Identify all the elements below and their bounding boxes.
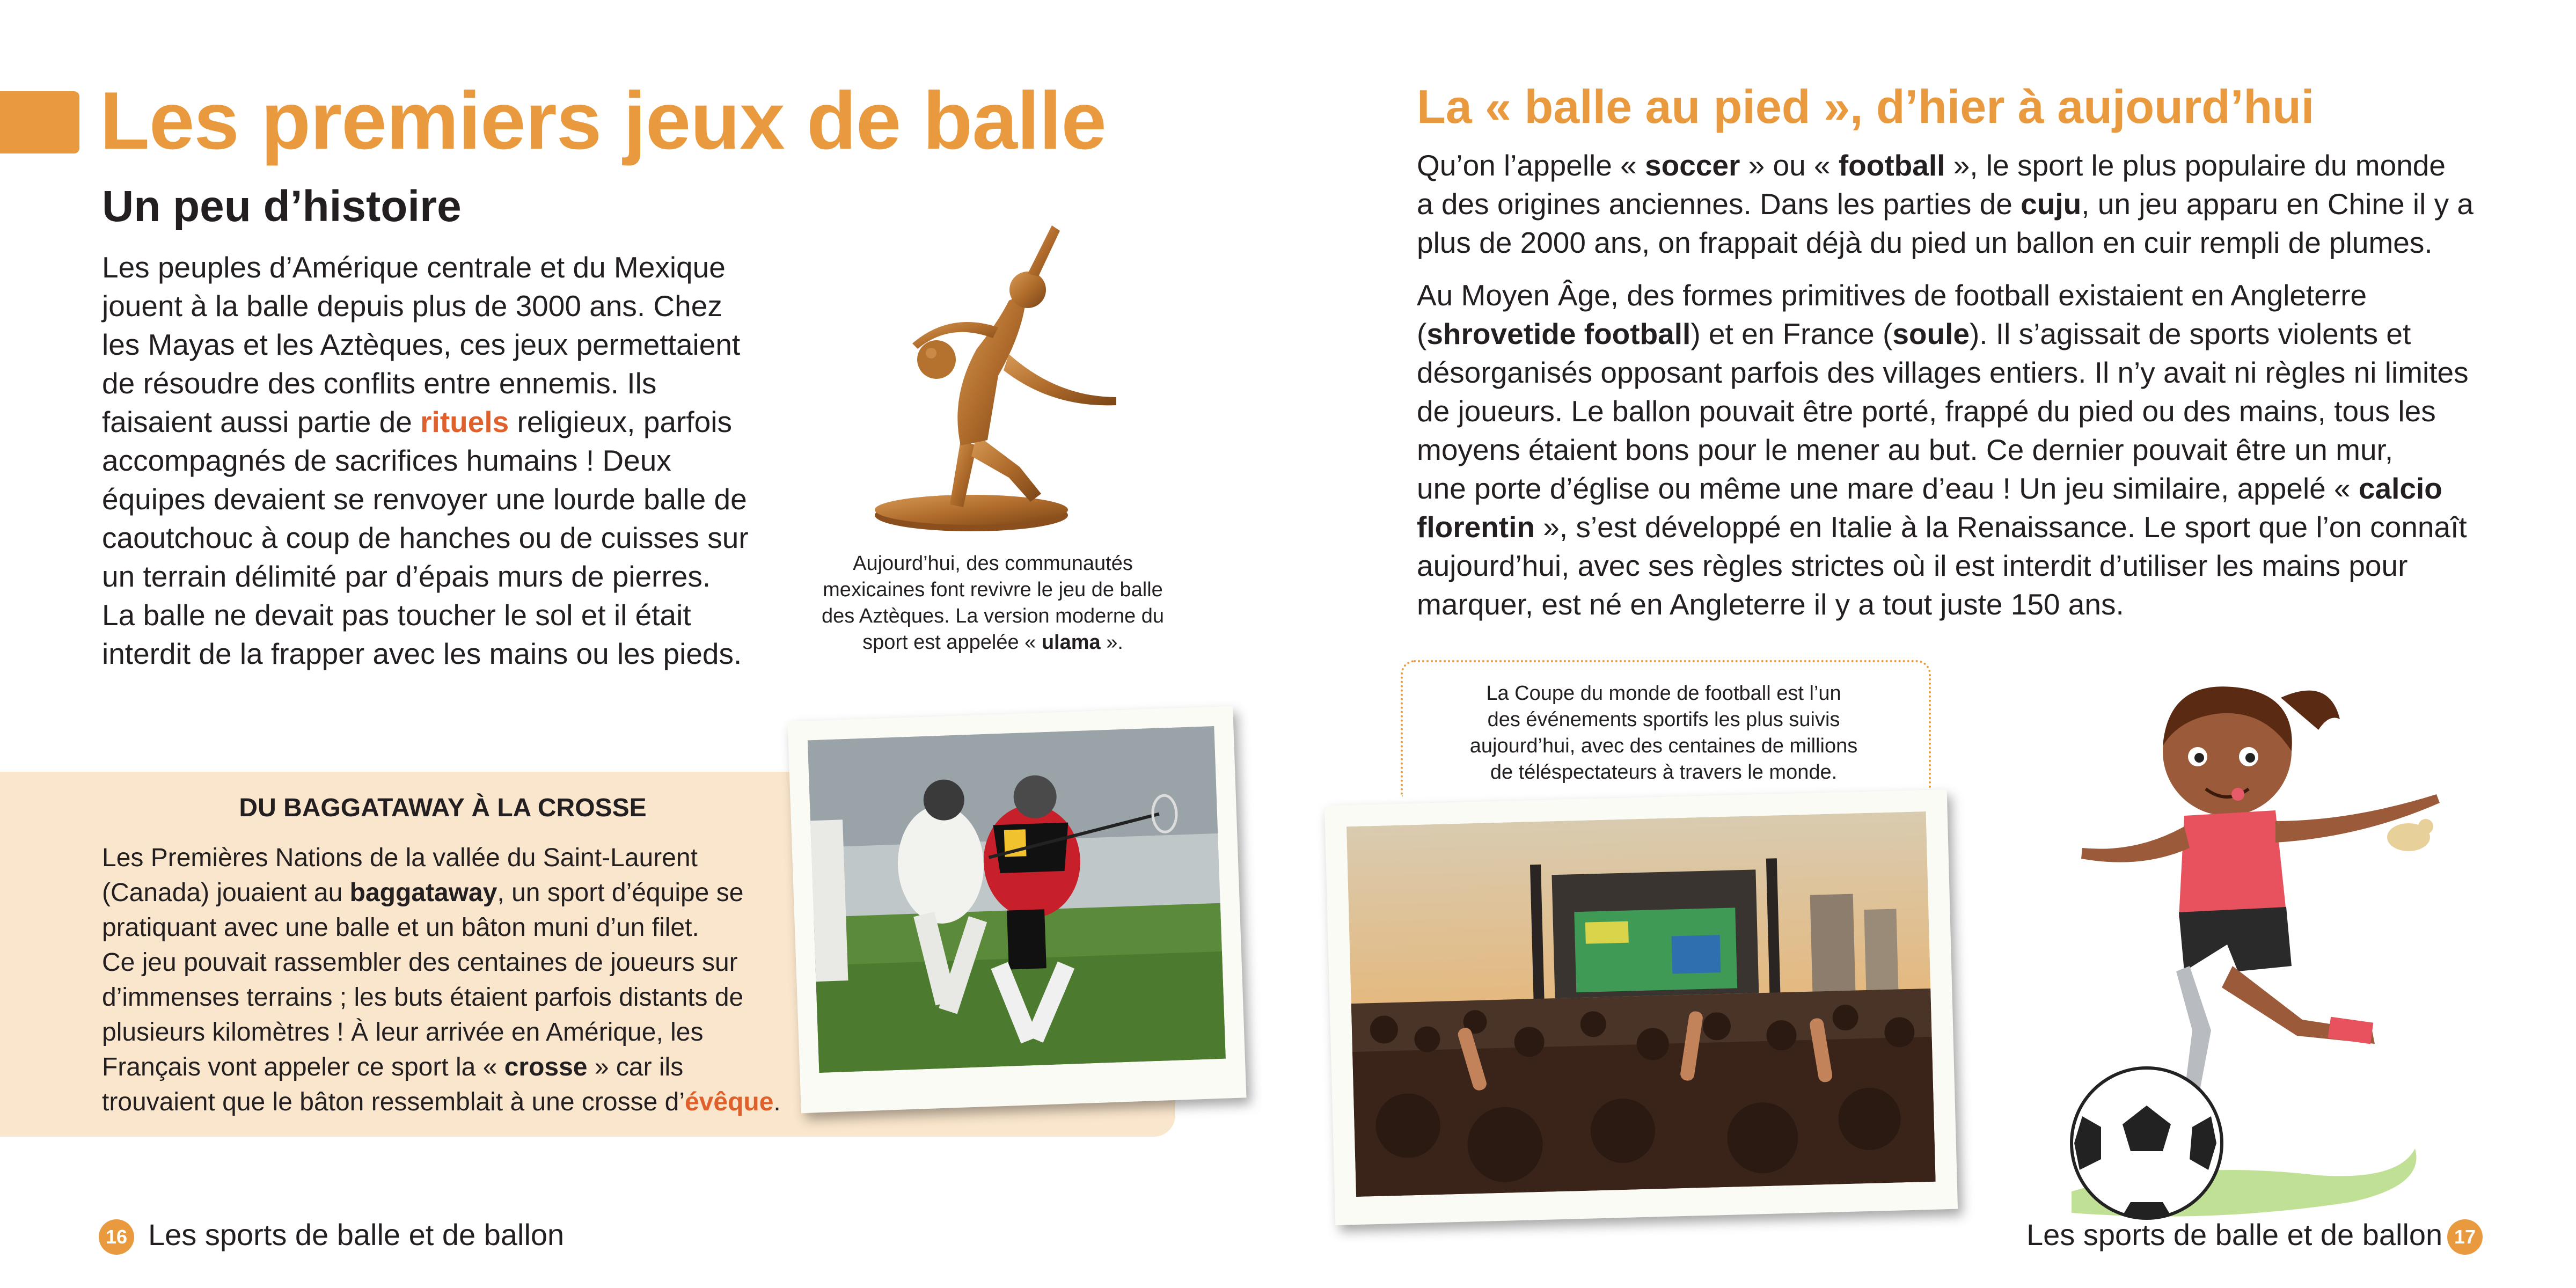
info-box-line: Ce jeu pouvait rassembler des centaines de joueurs sur [102,948,738,977]
page-title: Les premiers jeux de balle [100,75,1106,166]
history-line: La balle ne devait pas toucher le sol et il était [102,598,691,632]
callout-text: La Coupe du monde de football est l’un des événements sportifs les plus suivis aujourd’hui, avec des centaines de millions de téléspectateurs à travers le monde. [1469,682,1858,784]
paragraph-middle-ages: Au Moyen Âge, des formes primitives de football existaient en Angleterre (shrovetide football) et en France (soule). Il s’agissait de sports violents et désorganisés opposant parfois des villages entiers. Il n’y avait ni règles ni limites de joueurs. Le ballon pouvait être porté, frappé du pied ou des mains, tous les moyens étaient bons pour le mener au but. Ce dernier pouvait être un mur, une porte d’église ou même une mare d’eau ! Un jeu similaire, appelé « calcio florentin », s’est développé en Italie à la Renaissance. Le sport que l’on connaît aujourd’hui, avec ses règles strictes où il est interdit d’utiliser les mains pour marquer, est né en Angleterre il y a tout juste 150 ans. [1417,279,2469,621]
history-line: jouent à la balle depuis plus de 3000 ans. Chez [102,289,722,323]
page-number-badge-right: 17 [2447,1219,2483,1255]
history-line: un terrain délimité par d’épais murs de pierres. [102,560,711,593]
info-box-line: plusieurs kilomètres ! À leur arrivée en Amérique, les [102,1018,704,1046]
paragraph-soccer-origins: Qu’on l’appelle « soccer » ou « football », le sport le plus populaire du monde a des origines anciennes. Dans les parties de cuju, un jeu apparu en Chine il y a plus de 2000 ans, on frappait déjà du pied un ballon en cuir rempli de plumes. [1417,149,2473,259]
history-line: équipes devaient se renvoyer une lourde balle de [102,482,747,516]
info-box-line: Les Premières Nations de la vallée du Saint-Laurent [102,844,698,872]
crowd-photo-frame [1324,789,1958,1225]
info-box-line: trouvaient que le bâton ressemblait à une crosse d’évêque. [102,1088,781,1116]
lacrosse-photo-frame [788,706,1247,1114]
info-box-text [102,840,781,1119]
history-line: de résoudre des conflits entre ennemis. Ils [102,367,657,400]
highlighted-term: évêque [684,1088,774,1116]
info-box-title: DU BAGGATAWAY À LA CROSSE [239,794,647,822]
history-line: caoutchouc à coup de hanches ou de cuisses sur [102,521,749,554]
info-box-line: pratiquant avec une balle et un bâton muni d’un filet. [102,913,699,942]
right-body-text [1417,146,2473,638]
info-box-line: d’immenses terrains ; les buts étaient parfois distants de [102,983,744,1012]
section-heading: Un peu d’histoire [102,182,462,231]
info-box-line: Français vont appeler ce sport la « crosse » car ils [102,1053,684,1081]
history-line: Les peuples d’Amérique centrale et du Mexique [102,251,726,284]
history-line: faisaient aussi partie de rituels religieux, parfois [102,405,732,438]
page-number-badge: 16 [99,1219,134,1255]
footer-text: Les sports de balle et de ballon [148,1218,565,1252]
footer-text-right: Les sports de balle et de ballon [2026,1218,2443,1252]
right-heading: La « balle au pied », d’hier à aujourd’hui [1417,80,2315,133]
crowd-photo [1346,811,1936,1197]
girl-soccer-illustration [2050,644,2533,1234]
lacrosse-photo [808,726,1226,1073]
history-line: interdit de la frapper avec les mains ou les pieds. [102,637,742,670]
title-tab-marker [0,91,79,153]
history-line: accompagnés de sacrifices humains ! Deux [102,444,671,477]
statue-caption: Aujourd’hui, des communautés mexicaines font revivre le jeu de balle des Aztèques. La version moderne du sport est appelée « ulama ». [822,552,1164,654]
history-paragraph [102,248,800,673]
history-line: les Mayas et les Aztèques, ces jeux permettaient [102,328,741,361]
highlighted-term: rituels [420,405,509,438]
info-box-line: (Canada) jouaient au baggataway, un sport d’équipe se [102,879,744,907]
statue-image [816,215,1159,558]
